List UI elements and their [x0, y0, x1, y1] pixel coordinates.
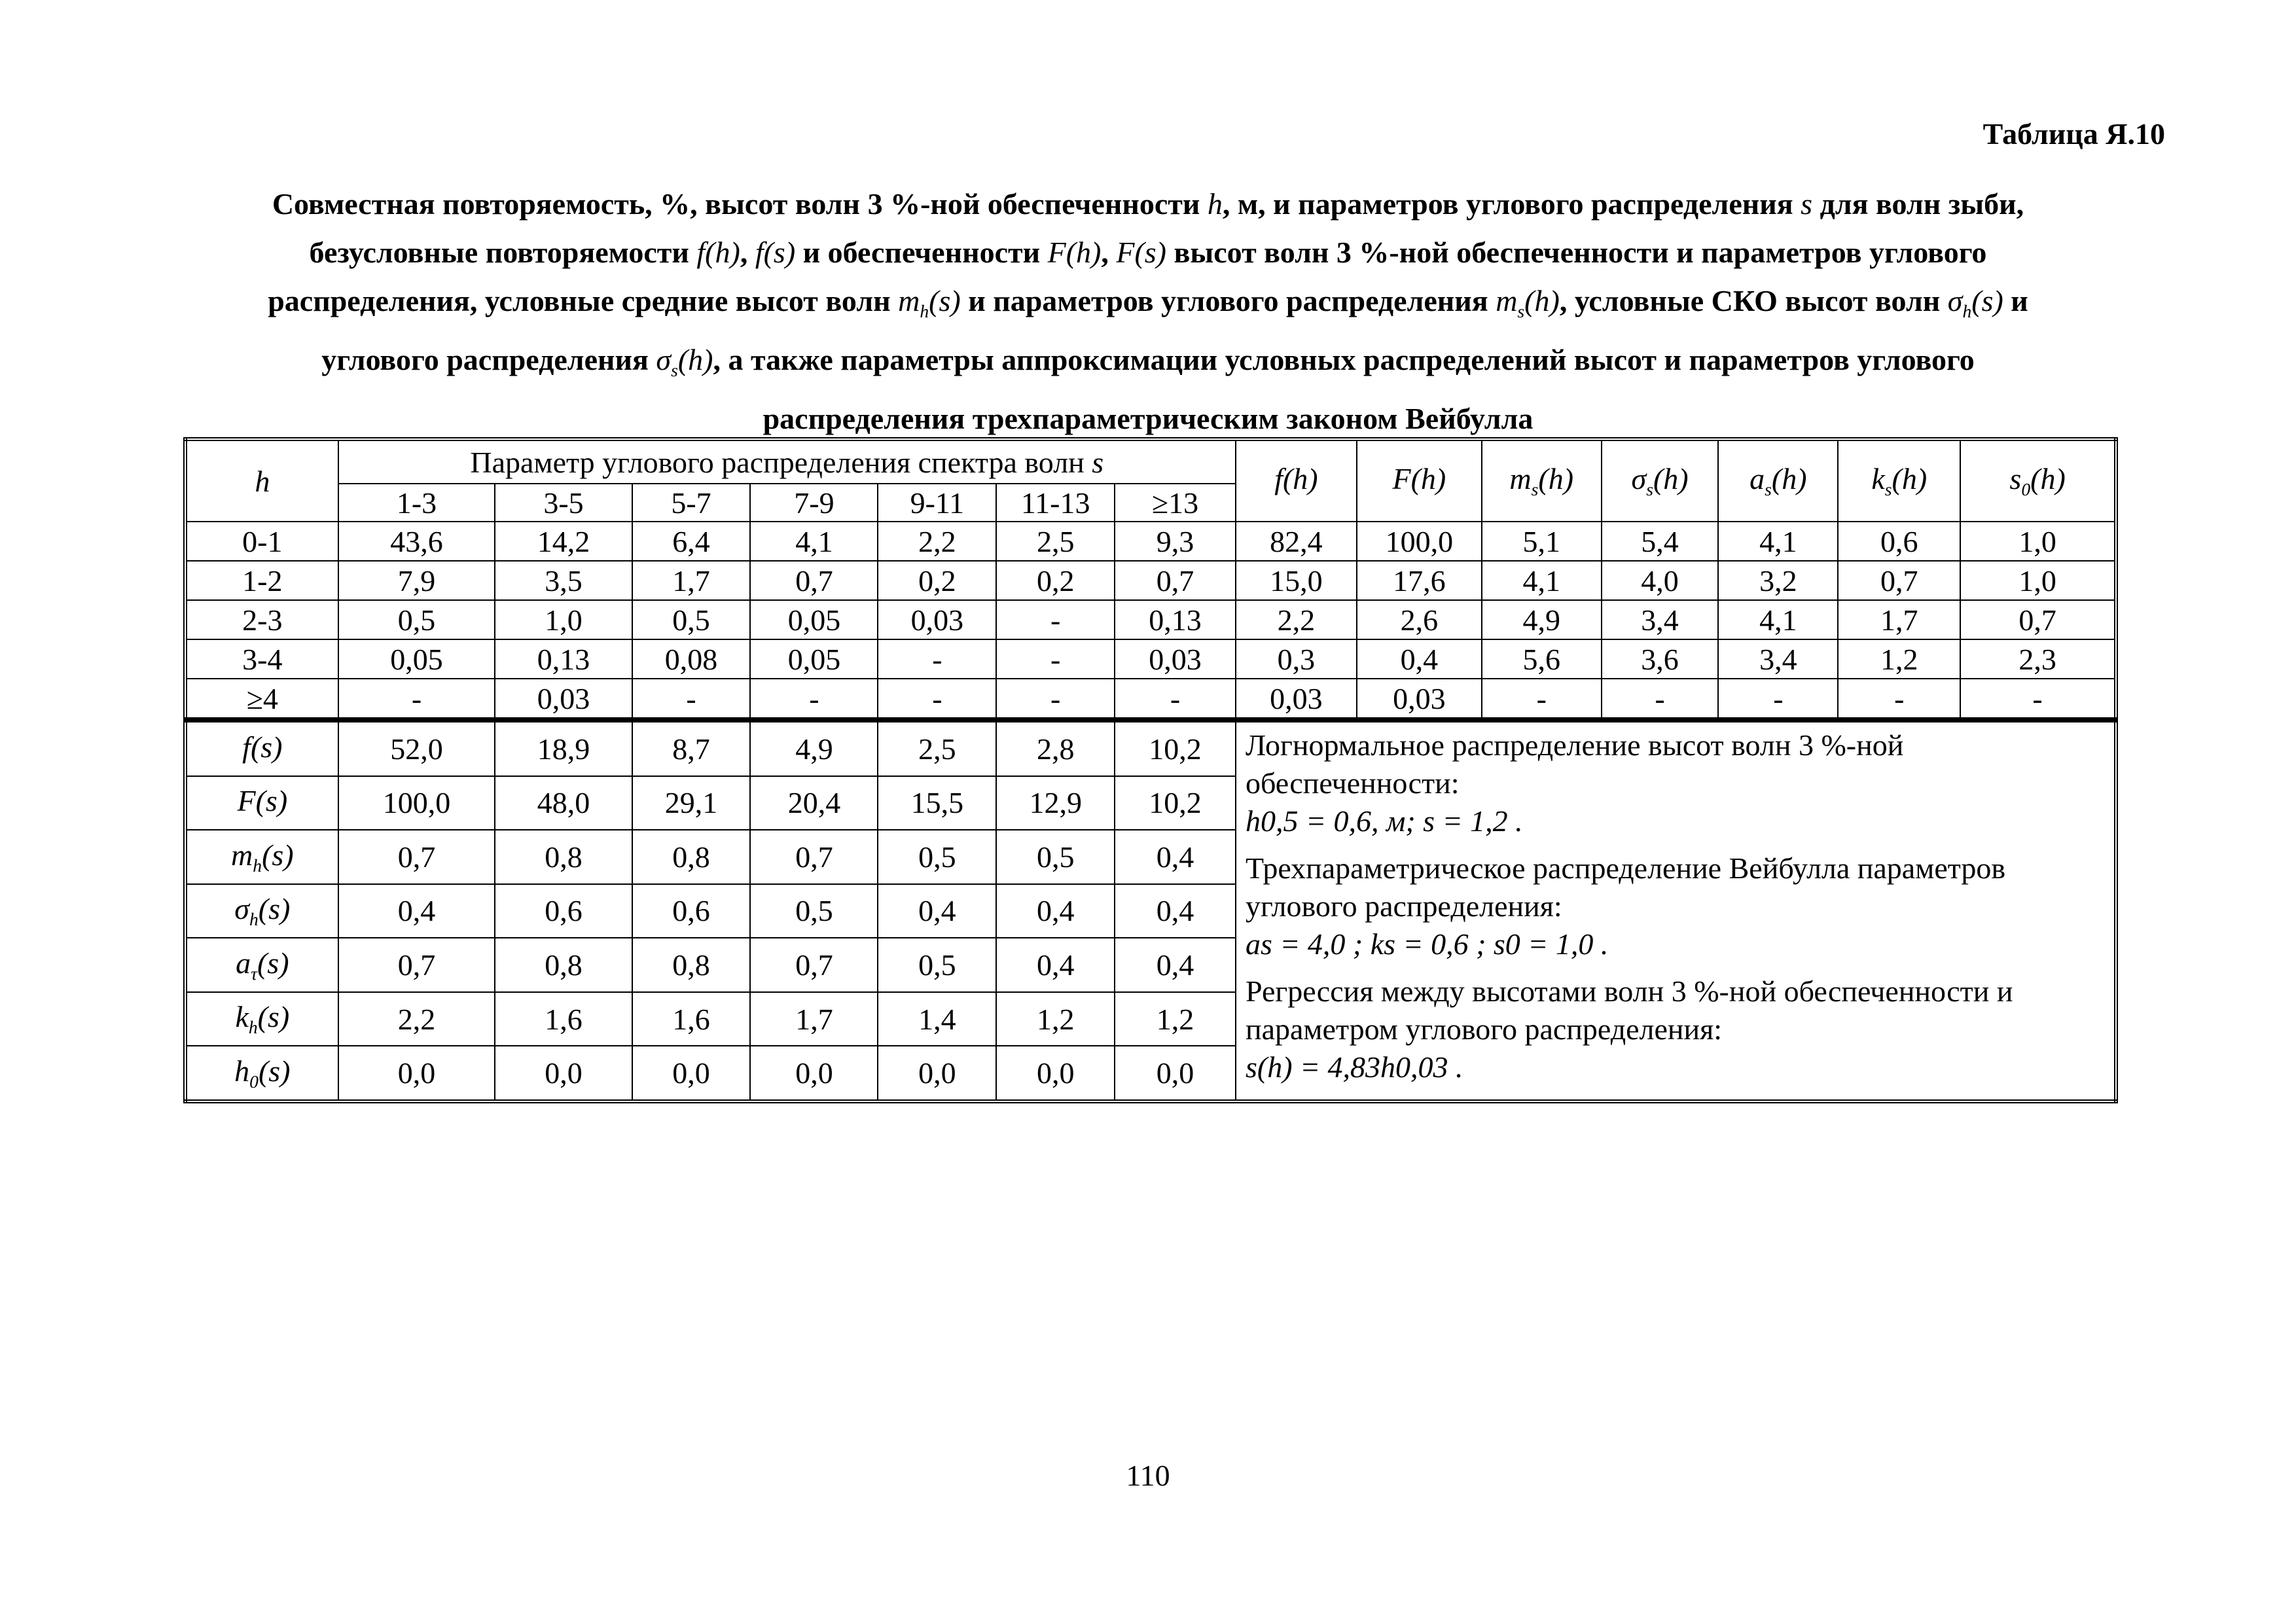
- table-cell: 6,4: [632, 522, 751, 561]
- table-cell: 0,4: [1115, 830, 1236, 884]
- stat-column-header: [1357, 439, 1482, 522]
- table-cell: 0,03: [1357, 679, 1482, 719]
- table-cell: 0,7: [338, 938, 495, 992]
- table-cell: 100,0: [338, 776, 495, 830]
- table-cell: 0,05: [338, 639, 495, 679]
- table-cell: 0,6: [632, 884, 751, 938]
- table-cell: -: [1838, 679, 1960, 719]
- approximation-notes: [1236, 721, 2116, 1101]
- table-cell: 2,6: [1357, 600, 1482, 639]
- table-cell: 0,8: [632, 830, 751, 884]
- table-cell: -: [878, 679, 996, 719]
- stat-row-header: [185, 830, 338, 884]
- joint-frequency-table: [183, 437, 2118, 721]
- table-cell: 20,4: [750, 776, 878, 830]
- table-cell: -: [996, 639, 1115, 679]
- h-range-cell: 0-1: [185, 522, 338, 561]
- table-cell: 0,0: [495, 1046, 632, 1101]
- symbol: $k_s(h)$: [1871, 462, 1928, 500]
- stat-row-header: [185, 776, 338, 830]
- table-cell: 0,08: [632, 639, 751, 679]
- table-cell: 0,03: [1115, 639, 1236, 679]
- stat-column-header: [1838, 439, 1960, 522]
- s-range-header: 5-7: [632, 484, 751, 522]
- table-cell: 2,5: [878, 721, 996, 776]
- note-text: Трехпараметрическое распределение Вейбулла параметров углового распределения:: [1245, 851, 2006, 923]
- h-range-cell: 3-4: [185, 639, 338, 679]
- table-cell: 43,6: [338, 522, 495, 561]
- table-cell: 0,0: [1115, 1046, 1236, 1101]
- table-cell: -: [1602, 679, 1719, 719]
- table-cell: 0,6: [1838, 522, 1960, 561]
- symbol: $h_0(s)$: [234, 1054, 291, 1092]
- symbol: $a_\tau(s)$: [236, 946, 289, 984]
- table-cell: 5,6: [1482, 639, 1602, 679]
- table-cell: 8,7: [632, 721, 751, 776]
- table-cell: 0,4: [1115, 884, 1236, 938]
- table-cell: 9,3: [1115, 522, 1236, 561]
- stat-column-header: [1236, 439, 1357, 522]
- table-cell: 0,0: [996, 1046, 1115, 1101]
- table-cell: 0,5: [878, 830, 996, 884]
- table-cell: 29,1: [632, 776, 751, 830]
- table-cell: 5,4: [1602, 522, 1719, 561]
- table-cell: 3,6: [1602, 639, 1719, 679]
- table-cell: 1,7: [1838, 600, 1960, 639]
- note-formula: as = 4,0 ; ks = 0,6 ; s0 = 1,0 .: [1245, 927, 1609, 961]
- table-cell: 1,7: [750, 992, 878, 1046]
- h-range-cell: 2-3: [185, 600, 338, 639]
- s-range-header: ≥13: [1115, 484, 1236, 522]
- page-number: 110: [1126, 1459, 1170, 1492]
- table-cell: 0,5: [338, 600, 495, 639]
- table-cell: 1,6: [632, 992, 751, 1046]
- table-cell: 0,7: [750, 938, 878, 992]
- table-cell: 0,3: [1236, 639, 1357, 679]
- table-cell: 3,4: [1602, 600, 1719, 639]
- table-cell: 0,5: [878, 938, 996, 992]
- table-cell: 1,2: [1115, 992, 1236, 1046]
- symbol: $k_h(s)$: [235, 1000, 290, 1038]
- note-text: Регрессия между высотами волн 3 %-ной обеспеченности и параметром углового распределения:: [1245, 974, 2013, 1046]
- table-cell: 2,2: [338, 992, 495, 1046]
- table-cell: 1,6: [495, 992, 632, 1046]
- table-cell: -: [1718, 679, 1838, 719]
- table-cell: 0,0: [878, 1046, 996, 1101]
- table-cell: 0,7: [750, 561, 878, 600]
- note-formula: s(h) = 4,83h0,03 .: [1245, 1050, 1463, 1084]
- table-row: [185, 679, 2116, 719]
- stat-column-header: [1960, 439, 2116, 522]
- table-cell: 4,1: [1718, 522, 1838, 561]
- table-cell: 2,2: [878, 522, 996, 561]
- table-cell: 4,1: [750, 522, 878, 561]
- table-cell: 15,5: [878, 776, 996, 830]
- table-caption: Совместная повторяемость, %, высот волн 3 %-ной обеспеченности h, м, и параметров углового распределения s для волн зыби, безусловные повторяемости f(h), f(s) и обеспеченности F(h), F(s) высот волн 3 %-ной обеспеченности и параметров углового распределения, условные средние высот волн $m_h(s)$ и параметров углового распределения $m_s(h)$, условные СКО высот волн $\sigma_h(s)$ и углового распределения $\sigma_s(h)$, а также параметры аппроксимации условных распределений высот и параметров углового распределения трехпараметрическим законом Вейбулла: [268, 187, 2028, 436]
- symbol: f(s): [242, 730, 283, 764]
- note-block: [1246, 972, 2105, 1086]
- symbol: $a_s(h)$: [1749, 462, 1807, 500]
- table-cell: 0,6: [495, 884, 632, 938]
- table-cell: 0,7: [338, 830, 495, 884]
- table-cell: 12,9: [996, 776, 1115, 830]
- note-formula: h0,5 = 0,6, м; s = 1,2 .: [1245, 804, 1523, 838]
- h-column-header: h: [185, 439, 338, 522]
- table-row: [185, 522, 2116, 561]
- s-group-header: Параметр углового распределения спектра волн s: [338, 439, 1236, 484]
- note-text: Логнормальное распределение высот волн 3 %-ной обеспеченности:: [1245, 728, 1904, 800]
- table-cell: 3,4: [1718, 639, 1838, 679]
- table-cell: 2,5: [996, 522, 1115, 561]
- table-cell: 0,4: [1115, 938, 1236, 992]
- statistics-table: [183, 719, 2118, 1103]
- table-cell: -: [1482, 679, 1602, 719]
- stat-row-header: [185, 1046, 338, 1101]
- table-cell: 4,9: [750, 721, 878, 776]
- table-cell: 48,0: [495, 776, 632, 830]
- table-cell: 0,4: [996, 884, 1115, 938]
- symbol: $\sigma_h(s)$: [234, 892, 291, 930]
- table-cell: 10,2: [1115, 721, 1236, 776]
- table-cell: 82,4: [1236, 522, 1357, 561]
- table-cell: 7,9: [338, 561, 495, 600]
- stat-row-header: [185, 721, 338, 776]
- table-cell: -: [878, 639, 996, 679]
- table-cell: 0,0: [632, 1046, 751, 1101]
- table-cell: 1,0: [495, 600, 632, 639]
- table-cell: 0,05: [750, 639, 878, 679]
- note-block: [1246, 849, 2105, 963]
- table-cell: 0,4: [1357, 639, 1482, 679]
- table-cell: 1,4: [878, 992, 996, 1046]
- table-row: [185, 721, 2116, 776]
- table-cell: 3,2: [1718, 561, 1838, 600]
- symbol: $m_h(s)$: [231, 838, 294, 876]
- table-row: [185, 561, 2116, 600]
- h-range-cell: 1-2: [185, 561, 338, 600]
- table-cell: 4,1: [1482, 561, 1602, 600]
- table-cell: 0,5: [750, 884, 878, 938]
- table-cell: 0,13: [1115, 600, 1236, 639]
- table-cell: 1,0: [1960, 522, 2116, 561]
- s-range-header: 3-5: [495, 484, 632, 522]
- table-cell: 4,0: [1602, 561, 1719, 600]
- table-cell: 0,7: [750, 830, 878, 884]
- table-cell: 18,9: [495, 721, 632, 776]
- symbol: $\sigma_s(h)$: [1631, 462, 1689, 500]
- s-range-header: 1-3: [338, 484, 495, 522]
- table-cell: 0,05: [750, 600, 878, 639]
- stat-row-header: [185, 938, 338, 992]
- table-cell: 0,8: [632, 938, 751, 992]
- table-cell: -: [996, 600, 1115, 639]
- h-range-cell: ≥4: [185, 679, 338, 719]
- table-cell: 52,0: [338, 721, 495, 776]
- table-cell: 0,4: [878, 884, 996, 938]
- table-cell: 0,13: [495, 639, 632, 679]
- symbol: F(s): [237, 784, 288, 818]
- table-cell: -: [1960, 679, 2116, 719]
- table-cell: 0,5: [632, 600, 751, 639]
- s-range-header: 7-9: [750, 484, 878, 522]
- table-cell: 0,8: [495, 830, 632, 884]
- table-cell: 2,3: [1960, 639, 2116, 679]
- table-cell: 0,0: [338, 1046, 495, 1101]
- table-cell: -: [338, 679, 495, 719]
- table-cell: -: [750, 679, 878, 719]
- table-cell: 0,7: [1960, 600, 2116, 639]
- table-cell: 1,7: [632, 561, 751, 600]
- table-cell: 14,2: [495, 522, 632, 561]
- table-cell: 1,2: [996, 992, 1115, 1046]
- table-cell: 5,1: [1482, 522, 1602, 561]
- table-cell: 1,0: [1960, 561, 2116, 600]
- stat-column-header: [1482, 439, 1602, 522]
- symbol: $s_0(h)$: [2009, 462, 2066, 500]
- table-cell: 0,7: [1115, 561, 1236, 600]
- table-cell: 0,4: [338, 884, 495, 938]
- table-cell: 0,2: [878, 561, 996, 600]
- table-cell: 1,2: [1838, 639, 1960, 679]
- s-range-header: 11-13: [996, 484, 1115, 522]
- table-cell: 0,03: [878, 600, 996, 639]
- table-cell: 100,0: [1357, 522, 1482, 561]
- stat-column-header: [1602, 439, 1719, 522]
- symbol: $m_s(h)$: [1509, 462, 1574, 500]
- table-cell: 3,5: [495, 561, 632, 600]
- table-cell: 0,03: [1236, 679, 1357, 719]
- table-cell: 0,4: [996, 938, 1115, 992]
- table-label: Таблица Я.10: [1982, 117, 2165, 151]
- table-cell: 4,1: [1718, 600, 1838, 639]
- table-cell: -: [632, 679, 751, 719]
- stat-column-header: [1718, 439, 1838, 522]
- stat-row-header: [185, 884, 338, 938]
- table-cell: 17,6: [1357, 561, 1482, 600]
- table-cell: 15,0: [1236, 561, 1357, 600]
- table-cell: -: [996, 679, 1115, 719]
- table-row: [185, 639, 2116, 679]
- stat-row-header: [185, 992, 338, 1046]
- s-range-header: 9-11: [878, 484, 996, 522]
- table-cell: 2,8: [996, 721, 1115, 776]
- table-cell: -: [1115, 679, 1236, 719]
- table-row: [185, 600, 2116, 639]
- symbol: f(h): [1274, 462, 1318, 496]
- symbol: F(h): [1392, 462, 1446, 496]
- table-cell: 10,2: [1115, 776, 1236, 830]
- table-cell: 2,2: [1236, 600, 1357, 639]
- table-cell: 0,8: [495, 938, 632, 992]
- table-cell: 0,03: [495, 679, 632, 719]
- table-cell: 4,9: [1482, 600, 1602, 639]
- note-block: [1246, 726, 2105, 840]
- table-cell: 0,2: [996, 561, 1115, 600]
- table-cell: 0,0: [750, 1046, 878, 1101]
- table-cell: 0,7: [1838, 561, 1960, 600]
- table-cell: 0,5: [996, 830, 1115, 884]
